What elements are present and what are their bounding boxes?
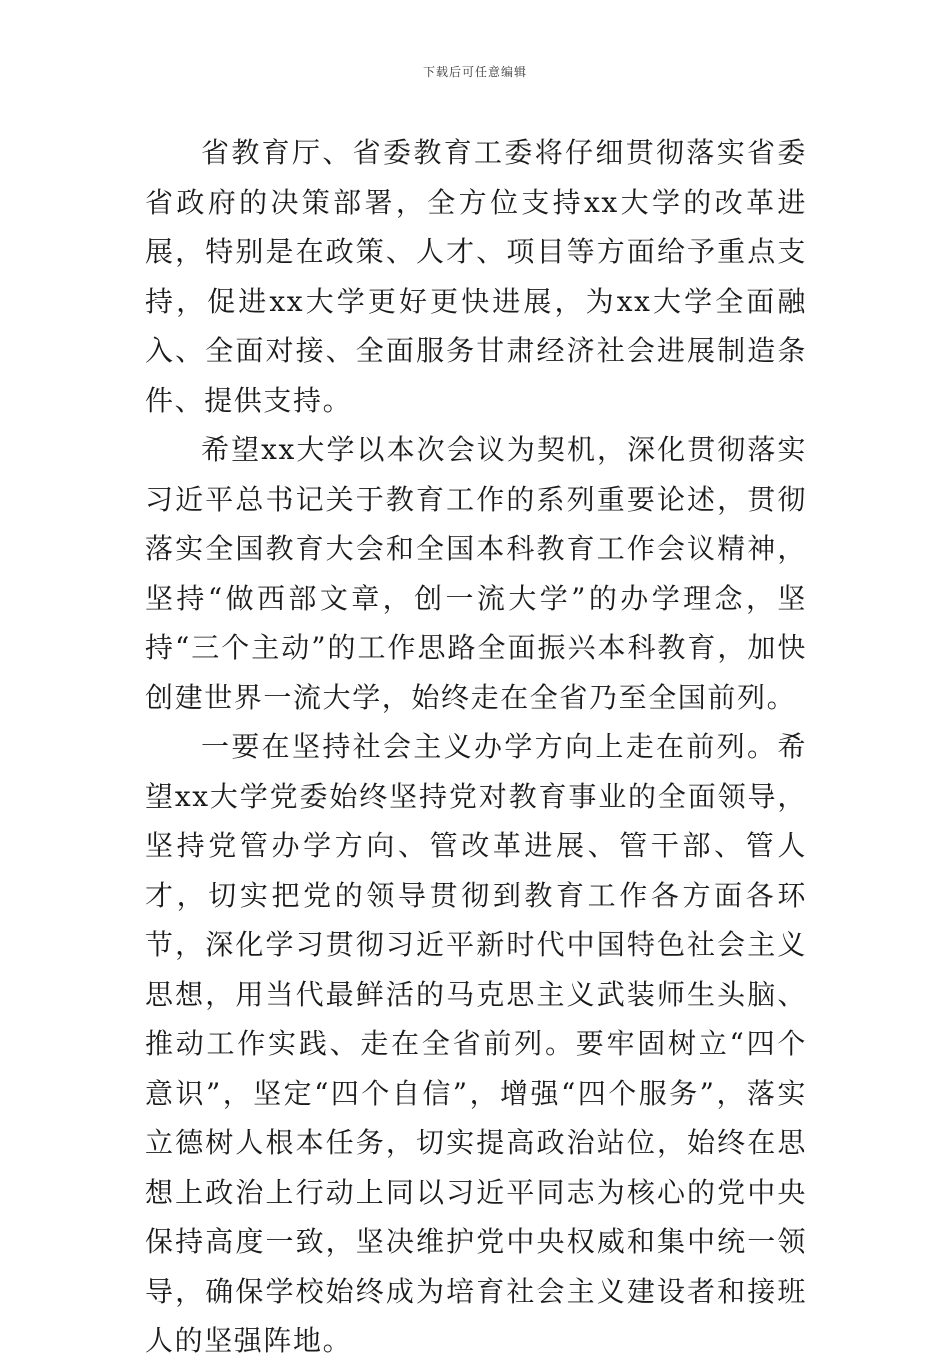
page-header-note: 下载后可任意编辑 bbox=[422, 65, 527, 79]
paragraph-1: 省教育厅、省委教育工委将仔细贯彻落实省委省政府的决策部署，全方位支持xx大学的改革进展，特别是在政策、人才、项目等方面给予重点支持，促进xx大学更好更快进展，为xx大学全面融入、全面对接、全面服务甘肃经济社会进展制造条件、提供支持。 bbox=[145, 136, 807, 417]
document-body bbox=[145, 128, 807, 1366]
paragraph-2: 希望xx大学以本次会议为契机，深化贯彻落实习近平总书记关于教育工作的系列重要论述，贯彻落实全国教育大会和全国本科教育工作会议精神，坚持“做西部文章，创一流大学”的办学理念，坚持“三个主动”的工作思路全面振兴本科教育，加快创建世界一流大学，始终走在全省乃至全国前列。 bbox=[145, 433, 807, 714]
paragraph-3: 一要在坚持社会主义办学方向上走在前列。希望xx大学党委始终坚持党对教育事业的全面领导，坚持党管办学方向、管改革进展、管干部、管人才，切实把党的领导贯彻到教育工作各方面各环节，深化学习贯彻习近平新时代中国特色社会主义思想，用当代最鲜活的马克思主义武装师生头脑、推动工作实践、走在全省前列。要牢固树立“四个意识”，坚定“四个自信”，增强“四个服务”，落实立德树人根本任务，切实提高政治站位，始终在思想上政治上行动上同以习近平同志为核心的党中央保持高度一致，坚决维护党中央权威和集中统一领导，确保学校始终成为培育社会主义建设者和接班人的坚强阵地。 bbox=[145, 730, 807, 1357]
